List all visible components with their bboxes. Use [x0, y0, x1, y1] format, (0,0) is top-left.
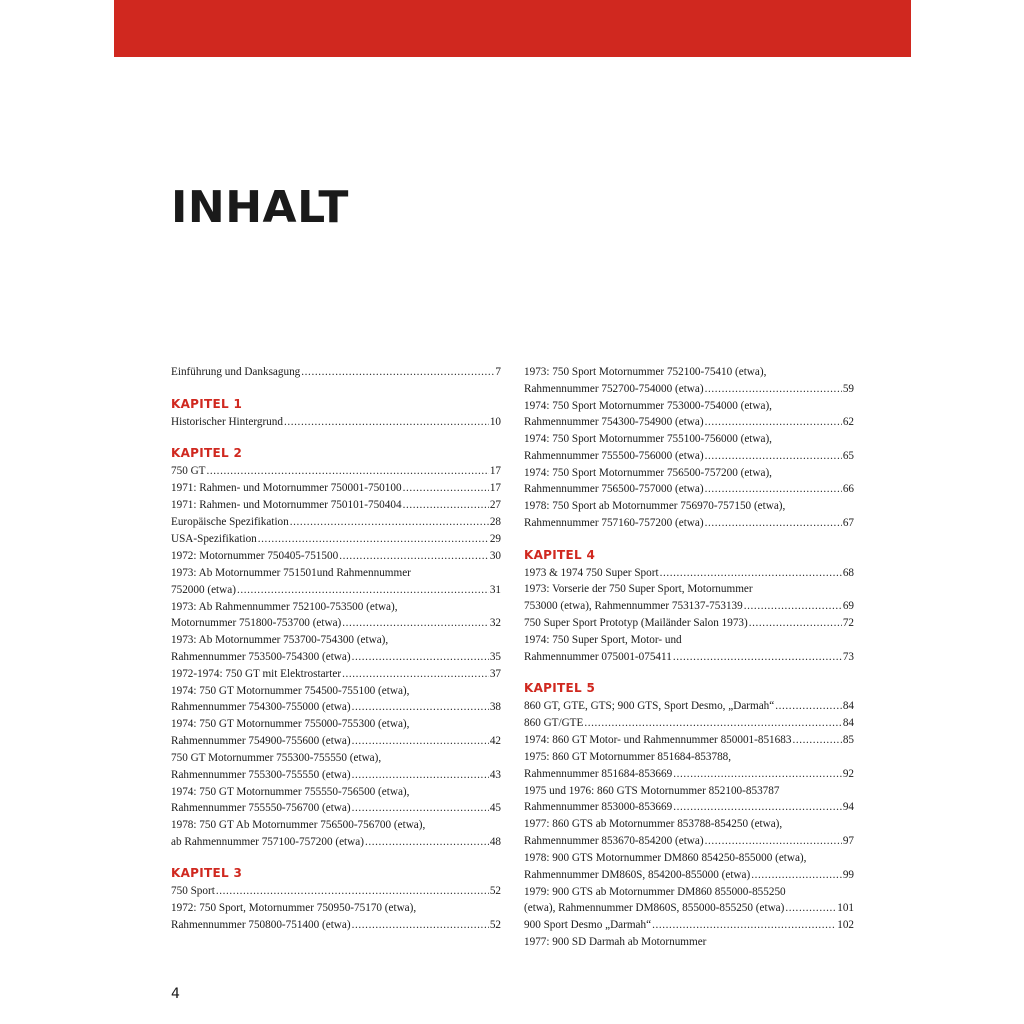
- toc-entry-text: 860 GT, GTE, GTS; 900 GTS, Sport Desmo, „Darmah“: [524, 700, 775, 713]
- toc-entry-text: Rahmennummer 756500-757000 (etwa): [524, 483, 704, 496]
- dot-leader: [403, 497, 489, 514]
- toc-page-number: 7: [495, 366, 501, 378]
- dot-leader: [775, 698, 842, 715]
- toc-entry-text: 1973: Vorserie der 750 Super Sport, Motornummer: [524, 583, 753, 596]
- toc-entry[interactable]: [524, 816, 854, 849]
- toc-entry[interactable]: [524, 783, 854, 816]
- toc-page-number: 68: [842, 566, 854, 579]
- toc-entry-text: 750 GT Motornummer 755300-755550 (etwa),: [171, 751, 382, 764]
- toc-entry[interactable]: [171, 364, 501, 381]
- toc-entry-text: 1973: Ab Motornummer 751501und Rahmennummer: [171, 567, 411, 580]
- toc-page-number: 99: [842, 868, 854, 881]
- toc-page-number: 43: [489, 768, 501, 781]
- chapter-heading: KAPITEL 1: [171, 396, 243, 411]
- toc-entry-text: (etwa), Rahmennummer DM860S, 855000-855250 (etwa): [524, 902, 785, 915]
- toc-page-number: 28: [489, 516, 501, 529]
- dot-leader: [352, 767, 489, 784]
- toc-entry-text: Europäische Spezifikation: [171, 516, 289, 529]
- toc-page-number: 45: [489, 802, 501, 815]
- toc-entry-text: 750 GT: [171, 465, 206, 478]
- toc-entry[interactable]: [171, 750, 501, 783]
- toc-page-number: 35: [489, 650, 501, 663]
- toc-entry-text: 1974: 750 Sport Motornummer 753000-754000 (etwa),: [524, 399, 772, 412]
- toc-entry-text: 752000 (etwa): [171, 583, 236, 596]
- toc-entry-text: ab Rahmennummer 757100-757200 (etwa): [171, 835, 364, 848]
- toc-entry-text: 1975 und 1976: 860 GTS Motornummer 852100-853787: [524, 784, 780, 797]
- dot-leader: [352, 917, 489, 934]
- toc-entry-text: 860 GT/GTE: [524, 717, 584, 730]
- dot-leader: [785, 900, 836, 917]
- toc-entry[interactable]: [524, 632, 854, 665]
- toc-entry[interactable]: [171, 565, 501, 598]
- toc-entry-text: Rahmennummer 075001-075411: [524, 650, 672, 663]
- toc-entry-text: 1972: 750 Sport, Motornummer 750950-75170 (etwa),: [171, 902, 417, 915]
- dot-leader: [673, 649, 842, 666]
- toc-page-number: 30: [489, 550, 501, 563]
- toc-entry-text: 1978: 900 GTS Motornummer DM860 854250-855000 (etwa),: [524, 851, 807, 864]
- toc-entry[interactable]: [524, 465, 854, 498]
- toc-page-number: 84: [842, 700, 854, 713]
- toc-entry-text: Rahmennummer 754900-755600 (etwa): [171, 734, 351, 747]
- toc-entry[interactable]: [171, 514, 501, 531]
- toc-page-number: 84: [842, 717, 854, 730]
- chapter-heading: KAPITEL 4: [524, 547, 596, 562]
- toc-entry-text: 1974: 750 Sport Motornummer 755100-756000 (etwa),: [524, 433, 772, 446]
- page-title: INHALT: [171, 182, 349, 233]
- toc-entry-text: Rahmennummer 755500-756000 (etwa): [524, 449, 704, 462]
- toc-entry-text: 1977: 900 SD Darmah ab Motornummer: [524, 936, 707, 949]
- dot-leader: [237, 582, 489, 599]
- toc-entry-text: 1974: 750 GT Motornummer 755000-755300 (etwa),: [171, 718, 410, 731]
- toc-page-number: 17: [489, 482, 501, 495]
- toc-entry[interactable]: [524, 498, 854, 531]
- toc-entry-text: 1972-1974: 750 GT mit Elektrostarter: [171, 667, 342, 680]
- dot-leader: [744, 598, 842, 615]
- dot-leader: [584, 715, 841, 732]
- toc-entry[interactable]: [524, 749, 854, 782]
- toc-page-number: 17: [489, 465, 501, 478]
- toc-entry[interactable]: [524, 364, 854, 397]
- toc-entry[interactable]: [524, 698, 854, 715]
- toc-entry-text: Rahmennummer 853000-853669: [524, 801, 673, 814]
- toc-entry[interactable]: [524, 565, 854, 582]
- dot-leader: [705, 481, 842, 498]
- toc-entry-text: Rahmennummer 755300-755550 (etwa): [171, 768, 351, 781]
- chapter-heading: KAPITEL 3: [171, 866, 243, 881]
- toc-entry[interactable]: [171, 784, 501, 817]
- toc-page-number: 97: [842, 834, 854, 847]
- dot-leader: [673, 766, 842, 783]
- toc-page-number: 65: [842, 449, 854, 462]
- toc-entry[interactable]: [524, 884, 854, 917]
- toc-entry-text: Motornummer 751800-753700 (etwa): [171, 617, 342, 630]
- toc-entry-text: Rahmennummer 853670-854200 (etwa): [524, 834, 704, 847]
- toc-entry-text: 1974: 860 GT Motor- und Rahmennummer 850001-851683: [524, 734, 792, 747]
- dot-leader: [342, 615, 489, 632]
- toc-entry[interactable]: [524, 917, 854, 934]
- toc-entry[interactable]: [171, 531, 501, 548]
- toc-entry-text: 1979: 900 GTS ab Motornummer DM860 855000-855250: [524, 885, 786, 898]
- dot-leader: [352, 733, 489, 750]
- dot-leader: [352, 649, 489, 666]
- dot-leader: [207, 463, 489, 480]
- toc-page-number: 85: [842, 734, 854, 747]
- toc-entry-text: Historischer Hintergrund: [171, 415, 283, 428]
- toc-page-number: 59: [842, 382, 854, 395]
- dot-leader: [751, 867, 842, 884]
- toc-entry-text: Rahmennummer 757160-757200 (etwa): [524, 516, 704, 529]
- toc-page-number: 92: [842, 767, 854, 780]
- toc-entry-text: Rahmennummer 851684-853669: [524, 767, 673, 780]
- dot-leader: [705, 833, 842, 850]
- toc-page-number: 62: [842, 416, 854, 429]
- toc-entry-text: 1977: 860 GTS ab Motornummer 853788-854250 (etwa),: [524, 818, 783, 831]
- dot-leader: [301, 364, 494, 381]
- toc-entry-text: 1974: 750 Sport Motornummer 756500-757200 (etwa),: [524, 466, 772, 479]
- toc-entry[interactable]: [524, 934, 854, 951]
- toc-entry-text: 1978: 750 Sport ab Motornummer 756970-757150 (etwa),: [524, 500, 786, 513]
- toc-entry[interactable]: [524, 732, 854, 749]
- toc-page-number: 31: [489, 583, 501, 596]
- toc-page-number: 52: [489, 918, 501, 931]
- toc-entry-text: Rahmennummer 753500-754300 (etwa): [171, 650, 351, 663]
- toc-entry-text: 900 Sport Desmo „Darmah“: [524, 919, 652, 932]
- dot-leader: [403, 480, 489, 497]
- toc-entry[interactable]: [171, 463, 501, 480]
- toc-entry-text: 1973 & 1974 750 Super Sport: [524, 566, 659, 579]
- toc-page-number: 32: [489, 617, 501, 630]
- dot-leader: [705, 381, 842, 398]
- toc-entry[interactable]: [171, 683, 501, 716]
- toc-page-number: 101: [837, 902, 854, 915]
- toc-entry-text: 1971: Rahmen- und Motornummer 750101-750404: [171, 499, 402, 512]
- dot-leader: [705, 515, 842, 532]
- toc-page-number: 69: [842, 600, 854, 613]
- top-color-band: [114, 0, 911, 57]
- toc-entry-text: Rahmennummer 754300-755000 (etwa): [171, 701, 351, 714]
- toc-entry[interactable]: [524, 615, 854, 632]
- toc-entry-text: Einführung und Danksagung: [171, 366, 301, 378]
- toc-page-number: 42: [489, 734, 501, 747]
- toc-entry-text: Rahmennummer 752700-754000 (etwa): [524, 382, 704, 395]
- toc-entry-text: Rahmennummer 750800-751400 (etwa): [171, 918, 351, 931]
- page-number: 4: [171, 986, 180, 1002]
- toc-entry-text: 1973: Ab Motornummer 753700-754300 (etwa),: [171, 634, 389, 647]
- toc-page-number: 10: [489, 415, 501, 428]
- toc-page-number: 37: [489, 667, 501, 680]
- toc-entry[interactable]: [171, 716, 501, 749]
- dot-leader: [352, 800, 489, 817]
- dot-leader: [792, 732, 841, 749]
- toc-entry-text: 1971: Rahmen- und Motornummer 750001-750100: [171, 482, 402, 495]
- chapter-heading: KAPITEL 5: [524, 681, 596, 696]
- toc-entry-text: 753000 (etwa), Rahmennummer 753137-753139: [524, 600, 743, 613]
- toc-entry[interactable]: [524, 398, 854, 431]
- toc-page-number: 94: [842, 801, 854, 814]
- dot-leader: [342, 666, 489, 683]
- toc-entry[interactable]: [171, 666, 501, 683]
- toc-entry[interactable]: [171, 632, 501, 665]
- toc-entry[interactable]: [524, 850, 854, 883]
- dot-leader: [352, 699, 489, 716]
- toc-page-number: 38: [489, 701, 501, 714]
- toc-entry[interactable]: [171, 480, 501, 497]
- dot-leader: [749, 615, 842, 632]
- toc-page-number: 52: [489, 885, 501, 898]
- toc-entry-text: 750 Sport: [171, 885, 215, 898]
- dot-leader: [216, 883, 489, 900]
- dot-leader: [365, 834, 489, 851]
- toc-column-right: [524, 364, 854, 951]
- chapter-heading: KAPITEL 2: [171, 446, 243, 461]
- toc-entry[interactable]: [171, 817, 501, 850]
- dot-leader: [705, 448, 842, 465]
- toc-entry[interactable]: [171, 900, 501, 933]
- toc-page-number: 102: [837, 919, 854, 932]
- toc-page-number: 27: [489, 499, 501, 512]
- toc-entry[interactable]: [171, 548, 501, 565]
- toc-entry[interactable]: [171, 497, 501, 514]
- toc-entry[interactable]: [524, 431, 854, 464]
- toc-entry[interactable]: [524, 581, 854, 614]
- toc-entry[interactable]: [171, 883, 501, 900]
- toc-entry[interactable]: [171, 414, 501, 431]
- toc-entry[interactable]: [171, 599, 501, 632]
- toc-entry-text: Rahmennummer DM860S, 854200-855000 (etwa): [524, 868, 751, 881]
- toc-page-number: 72: [842, 617, 854, 630]
- dot-leader: [660, 565, 842, 582]
- toc-entry-text: 1978: 750 GT Ab Motornummer 756500-756700 (etwa),: [171, 819, 426, 832]
- dot-leader: [258, 531, 489, 548]
- toc-entry-text: 1974: 750 GT Motornummer 755550-756500 (etwa),: [171, 785, 410, 798]
- toc-entry-text: Rahmennummer 755550-756700 (etwa): [171, 802, 351, 815]
- toc-entry-text: 1972: Motornummer 750405-751500: [171, 550, 339, 563]
- toc-entry[interactable]: [524, 715, 854, 732]
- toc-column-left: [171, 364, 501, 934]
- toc-entry-text: 1973: Ab Rahmennummer 752100-753500 (etwa),: [171, 600, 398, 613]
- toc-entry-text: USA-Spezifikation: [171, 533, 257, 546]
- toc-entry-text: Rahmennummer 754300-754900 (etwa): [524, 416, 704, 429]
- dot-leader: [290, 514, 489, 531]
- toc-entry-text: 1974: 750 GT Motornummer 754500-755100 (etwa),: [171, 684, 410, 697]
- dot-leader: [652, 917, 836, 934]
- toc-entry-text: 1975: 860 GT Motornummer 851684-853788,: [524, 751, 732, 764]
- dot-leader: [284, 414, 489, 431]
- toc-entry-text: 1973: 750 Sport Motornummer 752100-75410 (etwa),: [524, 366, 767, 378]
- toc-page-number: 67: [842, 516, 854, 529]
- toc-page-number: 73: [842, 650, 854, 663]
- toc-entry-text: 1974: 750 Super Sport, Motor- und: [524, 634, 682, 647]
- toc-page-number: 48: [489, 835, 501, 848]
- toc-entry-text: 750 Super Sport Prototyp (Mailänder Salon 1973): [524, 617, 748, 630]
- toc-page-number: 66: [842, 483, 854, 496]
- dot-leader: [339, 548, 489, 565]
- dot-leader: [673, 799, 842, 816]
- toc-page-number: 29: [489, 533, 501, 546]
- dot-leader: [705, 414, 842, 431]
